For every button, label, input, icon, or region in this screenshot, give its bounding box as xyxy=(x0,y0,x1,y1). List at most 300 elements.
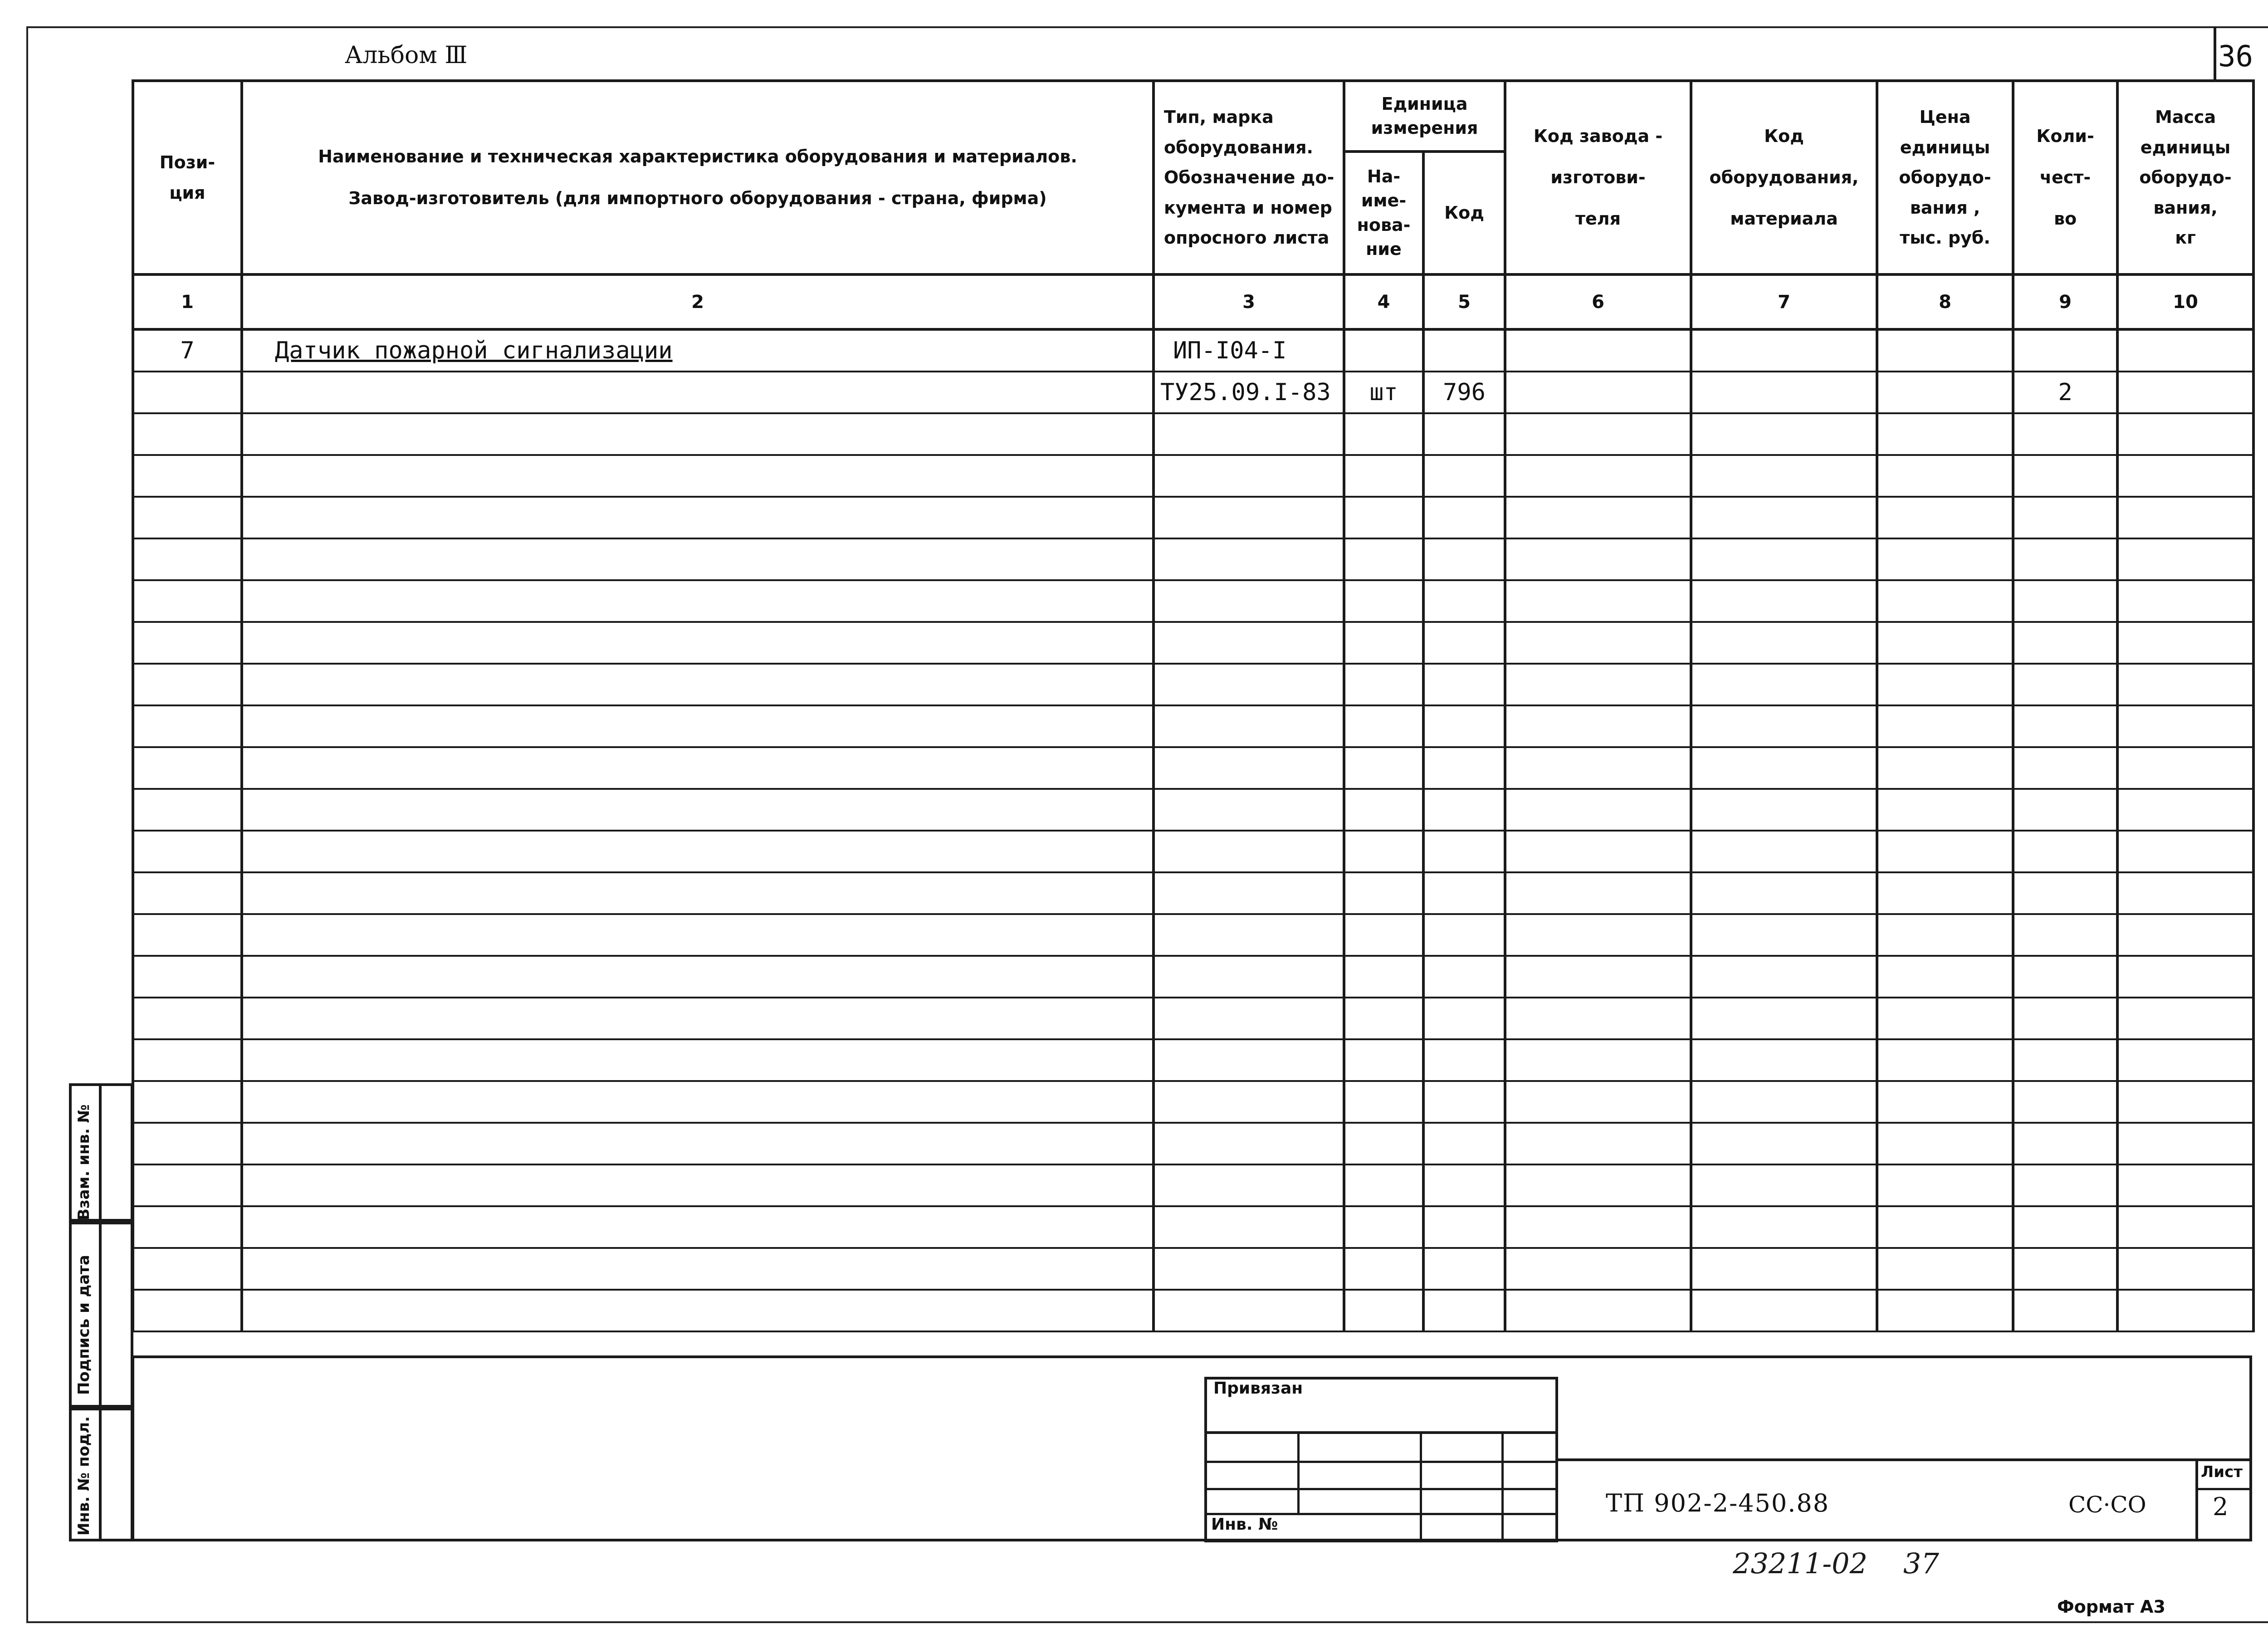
cell xyxy=(2013,455,2117,497)
cell xyxy=(242,1248,1154,1290)
specification-table xyxy=(132,79,2255,1332)
table-row xyxy=(133,956,2253,998)
table-row xyxy=(133,705,2253,747)
cell xyxy=(2013,1081,2117,1123)
cell xyxy=(1877,1039,2013,1081)
cell xyxy=(2013,831,2117,872)
cell xyxy=(1344,705,1423,747)
cell xyxy=(1877,455,2013,497)
table-row xyxy=(133,497,2253,538)
cell xyxy=(1344,455,1423,497)
cell xyxy=(1154,1164,1344,1206)
cell xyxy=(133,914,242,956)
cell xyxy=(1691,372,1877,413)
cell xyxy=(1691,956,1877,998)
cell xyxy=(2013,1164,2117,1206)
cell xyxy=(1505,1081,1691,1123)
sheet-number: 2 xyxy=(2213,1492,2229,1521)
cell xyxy=(133,1164,242,1206)
cell xyxy=(1423,831,1505,872)
header-quantity: Коли- чест- во xyxy=(2013,81,2117,274)
side-divider xyxy=(99,1083,102,1541)
cell xyxy=(2013,914,2117,956)
cell xyxy=(1344,664,1423,705)
column-number: 4 xyxy=(1344,274,1423,329)
stamp-line xyxy=(1501,1431,1504,1542)
side-label-inv-podl: Инв. № подл. xyxy=(75,1416,93,1536)
cell xyxy=(2013,1248,2117,1290)
cell xyxy=(133,1290,242,1331)
cell xyxy=(1423,1206,1505,1248)
table-row xyxy=(133,789,2253,831)
cell xyxy=(2013,998,2117,1039)
cell xyxy=(2117,1123,2253,1164)
cell xyxy=(133,538,242,580)
cell xyxy=(1154,622,1344,664)
cell xyxy=(1505,1206,1691,1248)
cell xyxy=(1423,956,1505,998)
inv-no-label: Инв. № xyxy=(1211,1515,1278,1534)
table-row xyxy=(133,413,2253,455)
cell xyxy=(242,1206,1154,1248)
cell xyxy=(242,1081,1154,1123)
cell xyxy=(2013,1123,2117,1164)
cell xyxy=(242,747,1154,789)
cell-code xyxy=(1423,329,1505,372)
cell xyxy=(2013,705,2117,747)
cell xyxy=(2117,1206,2253,1248)
cell xyxy=(1344,872,1423,914)
column-number: 6 xyxy=(1505,274,1691,329)
cell xyxy=(1423,413,1505,455)
cell xyxy=(1691,914,1877,956)
cell xyxy=(242,455,1154,497)
table-row xyxy=(133,580,2253,622)
cell xyxy=(242,956,1154,998)
cell xyxy=(1505,1039,1691,1081)
cell xyxy=(133,1123,242,1164)
cell xyxy=(1344,789,1423,831)
cell xyxy=(1423,538,1505,580)
column-number: 9 xyxy=(2013,274,2117,329)
cell xyxy=(2013,538,2117,580)
table-row xyxy=(133,1039,2253,1081)
cell xyxy=(1344,1164,1423,1206)
cell xyxy=(1154,1206,1344,1248)
cell xyxy=(1423,914,1505,956)
table-row xyxy=(133,1248,2253,1290)
cell xyxy=(133,998,242,1039)
cell xyxy=(242,413,1154,455)
cell xyxy=(1505,580,1691,622)
cell xyxy=(1423,1123,1505,1164)
cell xyxy=(1877,705,2013,747)
stamp-line xyxy=(1204,1461,1558,1463)
cell xyxy=(1423,580,1505,622)
table-row xyxy=(133,455,2253,497)
cell xyxy=(1505,831,1691,872)
cell xyxy=(1505,789,1691,831)
cell xyxy=(1154,789,1344,831)
cell xyxy=(1877,1081,2013,1123)
cell xyxy=(1344,413,1423,455)
cell xyxy=(1154,1081,1344,1123)
cell xyxy=(1423,872,1505,914)
cell xyxy=(133,831,242,872)
cell xyxy=(242,538,1154,580)
table-row xyxy=(133,747,2253,789)
sheet-box-divider xyxy=(2195,1488,2252,1490)
cell xyxy=(1877,998,2013,1039)
cell xyxy=(1691,1123,1877,1164)
cell xyxy=(1154,831,1344,872)
cell xyxy=(1877,497,2013,538)
cell-type: ИП-I04-I xyxy=(1154,329,1344,372)
table-row xyxy=(133,1123,2253,1164)
cell xyxy=(242,580,1154,622)
cell xyxy=(2013,664,2117,705)
cell xyxy=(2117,497,2253,538)
cell xyxy=(1154,1290,1344,1331)
cell xyxy=(1691,831,1877,872)
sheet-corner-number: 36 xyxy=(2218,40,2253,73)
cell xyxy=(242,497,1154,538)
cell xyxy=(1154,914,1344,956)
format-label: Формат А3 xyxy=(2057,1597,2165,1617)
cell xyxy=(133,1039,242,1081)
header-unit-group: Единица измерения xyxy=(1344,81,1505,152)
cell xyxy=(1423,789,1505,831)
cell xyxy=(1505,413,1691,455)
table-row xyxy=(133,622,2253,664)
stamp-line xyxy=(1204,1431,1558,1434)
header-equipment-code: Код оборудования, материала xyxy=(1691,81,1877,274)
cell xyxy=(1344,1081,1423,1123)
cell xyxy=(1423,1039,1505,1081)
corner-divider xyxy=(2214,26,2216,81)
cell xyxy=(1344,1290,1423,1331)
cell xyxy=(2013,622,2117,664)
cell xyxy=(1423,747,1505,789)
cell xyxy=(1505,705,1691,747)
cell xyxy=(1691,580,1877,622)
cell xyxy=(1877,872,2013,914)
cell xyxy=(242,914,1154,956)
cell xyxy=(1344,1039,1423,1081)
cell xyxy=(1691,664,1877,705)
cell xyxy=(2117,580,2253,622)
title-area-line xyxy=(1558,1458,2252,1461)
cell xyxy=(1154,1123,1344,1164)
cell xyxy=(1505,664,1691,705)
cell xyxy=(1877,664,2013,705)
cell xyxy=(2117,872,2253,914)
cell xyxy=(1691,538,1877,580)
cell xyxy=(133,664,242,705)
stamp-line xyxy=(1297,1431,1300,1513)
cell xyxy=(2013,872,2117,914)
cell xyxy=(1344,497,1423,538)
cell xyxy=(1877,580,2013,622)
cell xyxy=(1154,998,1344,1039)
cell xyxy=(2013,1206,2117,1248)
cell xyxy=(1423,1248,1505,1290)
cell xyxy=(1505,1123,1691,1164)
cell xyxy=(133,789,242,831)
cell xyxy=(1154,413,1344,455)
cell xyxy=(1344,831,1423,872)
cell xyxy=(1877,1290,2013,1331)
cell xyxy=(1505,914,1691,956)
cell xyxy=(2117,1039,2253,1081)
cell xyxy=(1423,497,1505,538)
cell xyxy=(1691,789,1877,831)
table-row xyxy=(133,329,2253,372)
cell-quantity: 2 xyxy=(2013,372,2117,413)
cell-type: ТУ25.09.I-83 xyxy=(1154,372,1344,413)
cell-name: Датчик пожарной сигнализации xyxy=(242,329,1154,372)
cell-position: 7 xyxy=(133,329,242,372)
cell xyxy=(1691,455,1877,497)
cell xyxy=(1691,998,1877,1039)
cell xyxy=(2117,956,2253,998)
cell xyxy=(1344,580,1423,622)
cell xyxy=(1154,872,1344,914)
cell xyxy=(1505,1290,1691,1331)
cell xyxy=(2117,831,2253,872)
cell xyxy=(1691,622,1877,664)
side-label-vzam: Взам. инв. № xyxy=(75,1104,93,1220)
table-row xyxy=(133,1290,2253,1331)
cell xyxy=(1877,413,2013,455)
header-type: Тип, марка оборудования. Обозначение до- кумента и номер опросного листа xyxy=(1154,81,1344,274)
cell xyxy=(1505,497,1691,538)
table-row xyxy=(133,1164,2253,1206)
cell xyxy=(1877,1123,2013,1164)
cell xyxy=(1344,1123,1423,1164)
cell xyxy=(133,1248,242,1290)
header-unit-code: Код xyxy=(1423,152,1505,274)
cell xyxy=(242,1290,1154,1331)
document-code: ТП 902-2-450.88 xyxy=(1606,1489,1830,1517)
column-number: 3 xyxy=(1154,274,1344,329)
cell xyxy=(1691,1081,1877,1123)
cell xyxy=(1423,1290,1505,1331)
cell xyxy=(1154,747,1344,789)
cell xyxy=(133,455,242,497)
cell xyxy=(1154,580,1344,622)
cell xyxy=(1423,1081,1505,1123)
cell xyxy=(1691,747,1877,789)
table-row xyxy=(133,372,2253,413)
cell xyxy=(1691,1248,1877,1290)
cell xyxy=(2117,455,2253,497)
cell xyxy=(242,831,1154,872)
title-block xyxy=(132,1355,2252,1541)
cell xyxy=(1505,747,1691,789)
cell xyxy=(2117,998,2253,1039)
cell xyxy=(2013,413,2117,455)
cell xyxy=(2013,497,2117,538)
side-label-podpis: Подпись и дата xyxy=(75,1255,93,1395)
cell xyxy=(133,705,242,747)
stamp-line xyxy=(1420,1431,1422,1542)
cell xyxy=(2013,1039,2117,1081)
cell xyxy=(2117,1248,2253,1290)
cell xyxy=(242,789,1154,831)
header-mass: Масса единицы оборудо- вания, кг xyxy=(2117,81,2253,274)
cell xyxy=(133,580,242,622)
cell xyxy=(133,956,242,998)
cell xyxy=(1344,1206,1423,1248)
header-manufacturer-code: Код завода - изготови- теля xyxy=(1505,81,1691,274)
cell xyxy=(2117,1164,2253,1206)
cell xyxy=(133,1206,242,1248)
cell xyxy=(242,664,1154,705)
cell-quantity xyxy=(2013,329,2117,372)
cell xyxy=(1154,455,1344,497)
cell xyxy=(1877,956,2013,998)
cell xyxy=(1154,538,1344,580)
cell xyxy=(1877,789,2013,831)
cell xyxy=(1877,1206,2013,1248)
table-row xyxy=(133,1081,2253,1123)
cell xyxy=(1423,1164,1505,1206)
cell-name xyxy=(242,372,1154,413)
cell xyxy=(1877,622,2013,664)
cell-unit: шт xyxy=(1344,372,1423,413)
cell xyxy=(133,413,242,455)
cell xyxy=(2117,1081,2253,1123)
cell xyxy=(1505,372,1691,413)
cell xyxy=(2117,789,2253,831)
table-row xyxy=(133,1206,2253,1248)
cell xyxy=(1877,538,2013,580)
cell xyxy=(1154,664,1344,705)
cell xyxy=(2013,956,2117,998)
cell xyxy=(1154,705,1344,747)
cell xyxy=(1423,998,1505,1039)
cell xyxy=(2117,1290,2253,1331)
cell xyxy=(1154,497,1344,538)
cell xyxy=(2013,747,2117,789)
cell xyxy=(1505,455,1691,497)
header-name: Наименование и техническая характеристика оборудования и материалов. Завод-изготовитель (для импортного оборудования - страна, фирма) xyxy=(242,81,1154,274)
cell xyxy=(242,998,1154,1039)
column-number: 1 xyxy=(133,274,242,329)
cell xyxy=(133,622,242,664)
cell xyxy=(2013,1290,2117,1331)
cell-code: 796 xyxy=(1423,372,1505,413)
cell xyxy=(133,747,242,789)
cell xyxy=(2117,538,2253,580)
cell xyxy=(242,622,1154,664)
cell xyxy=(1505,538,1691,580)
cell xyxy=(2013,580,2117,622)
cell xyxy=(242,1164,1154,1206)
cell xyxy=(1154,956,1344,998)
handwritten-note: 23211-02 37 xyxy=(1733,1547,1939,1580)
cell xyxy=(1505,622,1691,664)
stamp-line xyxy=(1204,1488,1558,1490)
cell xyxy=(1344,998,1423,1039)
cell xyxy=(133,872,242,914)
cell xyxy=(1691,1206,1877,1248)
sheet-label: Лист xyxy=(2201,1463,2243,1481)
column-number: 2 xyxy=(242,274,1154,329)
header-unit-name: На- име- нова- ние xyxy=(1344,152,1423,274)
cell-unit xyxy=(1344,329,1423,372)
album-label: Альбом Ⅲ xyxy=(345,42,468,69)
column-number: 10 xyxy=(2117,274,2253,329)
cell xyxy=(1505,872,1691,914)
cell xyxy=(2117,622,2253,664)
cell xyxy=(242,1123,1154,1164)
cell xyxy=(1344,622,1423,664)
cell xyxy=(1344,747,1423,789)
cell xyxy=(1423,664,1505,705)
cell xyxy=(1691,497,1877,538)
cell xyxy=(2117,372,2253,413)
cell xyxy=(1505,329,1691,372)
section-code: СС·СО xyxy=(2068,1492,2146,1518)
cell xyxy=(242,872,1154,914)
cell xyxy=(2117,413,2253,455)
cell xyxy=(2117,914,2253,956)
cell xyxy=(1691,1290,1877,1331)
table-row xyxy=(133,831,2253,872)
cell xyxy=(1877,747,2013,789)
header-position: Пози- ция xyxy=(133,81,242,274)
cell xyxy=(133,1081,242,1123)
table-row xyxy=(133,538,2253,580)
cell xyxy=(1691,413,1877,455)
cell xyxy=(1423,455,1505,497)
table-row xyxy=(133,872,2253,914)
cell xyxy=(1505,998,1691,1039)
cell xyxy=(1505,1248,1691,1290)
cell xyxy=(1344,956,1423,998)
table-row xyxy=(133,914,2253,956)
header-price: Цена единицы оборудо- вания , тыс. руб. xyxy=(1877,81,2013,274)
cell xyxy=(242,1039,1154,1081)
cell xyxy=(1154,1039,1344,1081)
cell xyxy=(1505,956,1691,998)
cell xyxy=(1877,1248,2013,1290)
cell xyxy=(2117,705,2253,747)
cell xyxy=(1154,1248,1344,1290)
cell-position xyxy=(133,372,242,413)
cell xyxy=(2117,664,2253,705)
cell xyxy=(2117,747,2253,789)
column-number: 5 xyxy=(1423,274,1505,329)
column-number: 8 xyxy=(1877,274,2013,329)
privyazan-label: Привязан xyxy=(1213,1379,1303,1398)
cell xyxy=(1691,705,1877,747)
cell xyxy=(1877,831,2013,872)
cell xyxy=(1344,538,1423,580)
cell xyxy=(1344,1248,1423,1290)
cell xyxy=(1423,622,1505,664)
cell xyxy=(1877,372,2013,413)
cell xyxy=(1691,329,1877,372)
cell xyxy=(1423,705,1505,747)
cell xyxy=(1691,1039,1877,1081)
column-number: 7 xyxy=(1691,274,1877,329)
cell xyxy=(1344,914,1423,956)
cell xyxy=(1877,914,2013,956)
cell xyxy=(2117,329,2253,372)
